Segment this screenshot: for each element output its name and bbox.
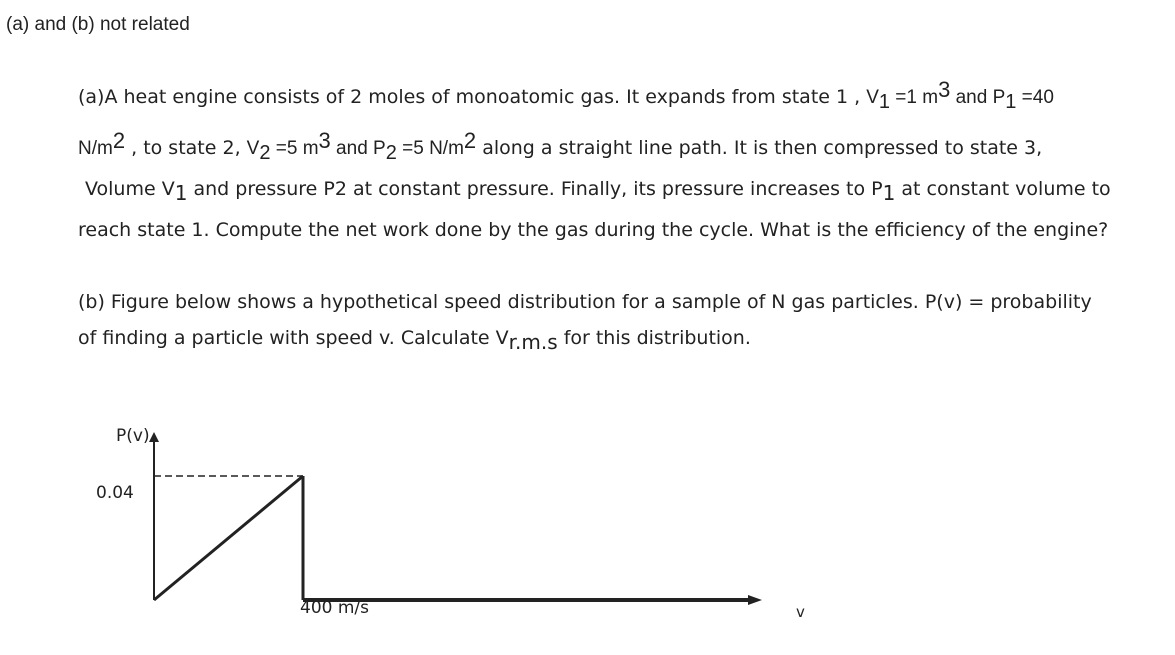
- volume-1-symbol: V: [866, 87, 879, 108]
- volume-2-subscript: 2: [259, 142, 271, 164]
- part-a-line-1: [78, 77, 1054, 113]
- pressure-unit-exponent: 2: [112, 128, 126, 153]
- distribution-ramp-line: [154, 476, 303, 600]
- volume-2-exponent: 3: [318, 128, 331, 153]
- vrms-subscript: r.m.s: [508, 330, 558, 354]
- pressure-2-exponent: 2: [463, 128, 477, 153]
- part-a-line-4: reach state 1. Compute the net work done by the gas during the cycle. What is the efficiency of the engine?: [78, 219, 1109, 241]
- part-a-line-3-pre: Volume V: [85, 178, 175, 200]
- volume-2-value: =5 m: [270, 138, 319, 159]
- pressure-2-subscript: 2: [385, 142, 397, 164]
- volume-1-value: =1 m: [890, 87, 939, 108]
- x-axis-arrow-icon: [748, 595, 762, 605]
- x-axis-label: v: [796, 603, 805, 621]
- part-a-line-3: [85, 178, 1111, 205]
- to-state-2-text: , to state 2,: [125, 137, 247, 159]
- speed-distribution-graph: [60, 410, 840, 640]
- part-a-line-2-rest: along a straight line path. It is then compressed to state 3,: [476, 137, 1043, 159]
- part-a-line-3-post: at constant volume to: [895, 178, 1111, 200]
- pressure-2-value: =5 N/m: [396, 138, 464, 159]
- part-a-line-3-sub: 1: [174, 181, 188, 205]
- volume-1-subscript: 1: [878, 91, 891, 113]
- volume-2-symbol: V: [246, 138, 260, 159]
- pressure-1-value: =40: [1016, 87, 1054, 108]
- part-b-line-2-pre: of finding a particle with speed v. Calculate V: [78, 327, 509, 349]
- part-b-line-2-post: for this distribution.: [557, 327, 751, 349]
- y-tick-label: 0.04: [96, 483, 134, 503]
- y-axis-label: P(v): [116, 426, 150, 446]
- speed-distribution-plot: [60, 410, 840, 640]
- pressure-unit: N/m: [78, 138, 113, 159]
- part-b-line-1: (b) Figure below shows a hypothetical speed distribution for a sample of N gas particles. P(v) = probability: [78, 291, 1092, 313]
- header-note: (a) and (b) not related: [6, 14, 190, 35]
- and-text-2: and: [330, 138, 374, 159]
- y-axis-arrow-icon: [149, 432, 159, 442]
- pressure-1-symbol: P: [992, 87, 1006, 108]
- part-a-line-3-sub2: 1: [882, 181, 896, 205]
- volume-1-exponent: 3: [938, 77, 951, 102]
- part-a-line-3-mid: and pressure P2 at constant pressure. Finally, its pressure increases to P: [187, 178, 883, 200]
- part-a-intro: (a)A heat engine consists of 2 moles of monoatomic gas. It expands from state 1 ,: [78, 86, 867, 108]
- pressure-2-symbol: P: [373, 138, 386, 159]
- pressure-1-subscript: 1: [1005, 91, 1017, 113]
- part-a-line-2: [78, 128, 1043, 164]
- and-text: and: [950, 87, 993, 108]
- x-tick-label: 400 m/s: [300, 598, 369, 618]
- part-b-line-2: [78, 327, 751, 354]
